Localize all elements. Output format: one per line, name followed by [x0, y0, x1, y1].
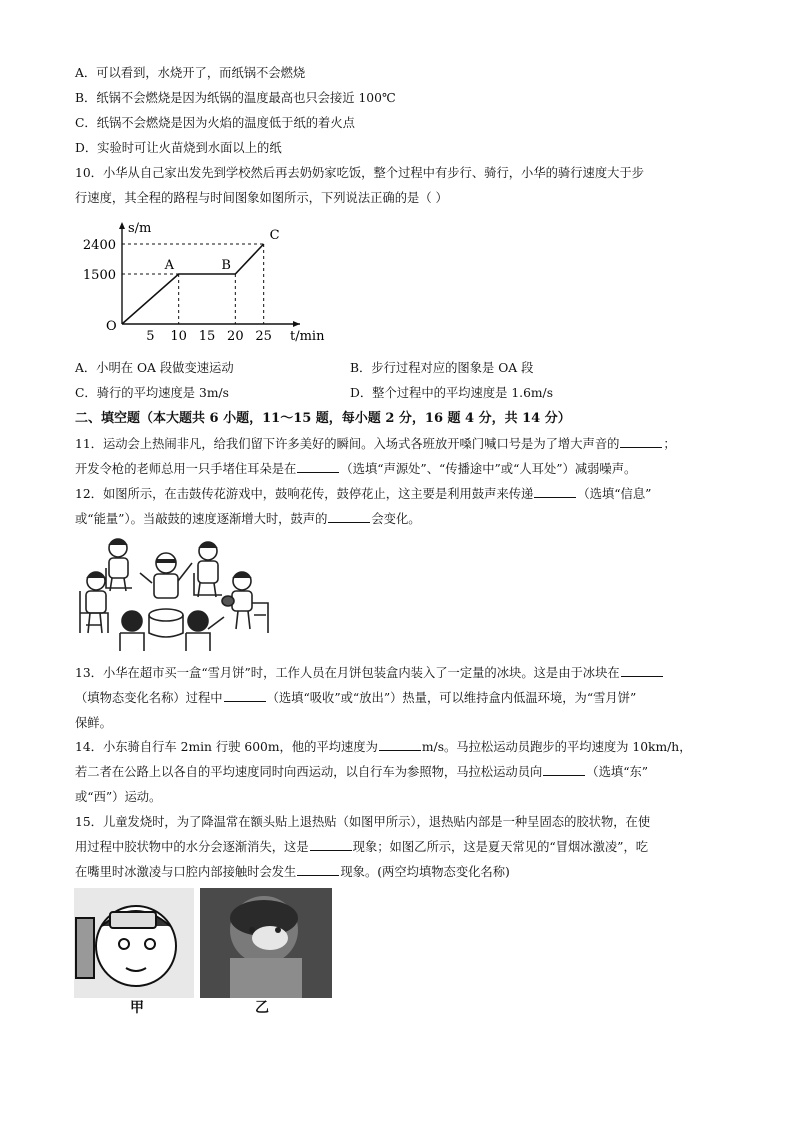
- q13-text-1a: 13．小华在超市买一盒“雪月饼”时，工作人员在月饼包装盒内装入了一定量的冰块。这是由于冰块在: [75, 666, 620, 680]
- q15-text-2b: 现象；如图乙所示，这是夏天常见的“冒烟冰激凌”，吃: [352, 840, 649, 854]
- origin-label: O: [106, 319, 117, 334]
- x-tick-label-10: 10: [170, 329, 187, 344]
- q14-line2: [75, 762, 648, 782]
- q13-line1: [75, 663, 664, 683]
- q14-text-1b: m/s。马拉松运动员跑步的平均速度为 10km/h，: [421, 740, 692, 754]
- y-axis-label: s/m: [128, 221, 152, 236]
- q12-blank-1[interactable]: [534, 485, 576, 498]
- q12-line2: [75, 509, 421, 529]
- x-tick-label-5: 5: [146, 329, 155, 344]
- q15-figure-jia-fever-patch: [74, 888, 194, 998]
- q9-option-c: C．纸锅不会燃烧是因为火焰的温度低于纸的着火点: [75, 116, 355, 130]
- q15-text-3b: 现象。(两空均填物态变化名称): [340, 865, 510, 879]
- q15-figure-yi-smoking-ice-cream: [200, 888, 332, 998]
- q13-line3: 保鲜。: [75, 716, 112, 730]
- q15-line3: [75, 862, 510, 882]
- q13-text-2a: （填物态变化名称）过程中: [75, 691, 223, 705]
- q10-option-c: C．骑行的平均速度是 3m/s: [75, 386, 229, 400]
- q9-option-d: D．实验时可让火苗烧到水面以上的纸: [75, 141, 282, 155]
- series-line-0: [122, 244, 264, 324]
- q15-line1: 15．儿童发烧时，为了降温常在额头贴上退热贴（如图甲所示），退热贴内部是一种呈固态的胶状物，在使: [75, 815, 651, 829]
- q10-option-b: B．步行过程对应的图象是 OA 段: [350, 361, 534, 375]
- q9-option-a: A．可以看到，水烧开了，而纸锅不会燃烧: [75, 66, 306, 80]
- section2-heading: 二、填空题（本大题共 6 小题，11～15 题，每小题 2 分，16 题 4 分，共 14 分）: [75, 411, 571, 426]
- y-axis-arrow: [119, 222, 125, 229]
- point-label-A: A: [164, 258, 175, 273]
- q15-text-2a: 用过程中胶状物中的水分会逐渐消失，这是: [75, 840, 309, 854]
- q15-text-3a: 在嘴里时冰激凌与口腔内部接触时会发生: [75, 865, 297, 879]
- point-label-C: C: [269, 228, 280, 243]
- q15-blank-1[interactable]: [310, 838, 352, 851]
- x-axis-arrow: [293, 321, 300, 327]
- q13-blank-1[interactable]: [621, 664, 663, 677]
- q11-line1: [75, 434, 676, 454]
- q11-blank-1[interactable]: [620, 435, 662, 448]
- point-label-B: B: [221, 258, 231, 273]
- q11-line2: [75, 459, 636, 479]
- q14-text-2b: （选填“东”: [586, 765, 649, 779]
- q10-stem-line1: 10．小华从自己家出发先到学校然后再去奶奶家吃饭，整个过程中有步行、骑行，小华的骑行速度大于步: [75, 166, 645, 180]
- x-tick-label-15: 15: [198, 329, 216, 344]
- q9-option-b: B．纸锅不会燃烧是因为纸锅的温度最高也只会接近 100℃: [75, 91, 396, 105]
- q14-text-1a: 14．小东骑自行车 2min 行驶 600m，他的平均速度为: [75, 740, 378, 754]
- q10-option-d: D．整个过程中的平均速度是 1.6m/s: [350, 386, 554, 400]
- q14-blank-1[interactable]: [379, 738, 421, 751]
- q11-text-1b: ；: [663, 437, 676, 451]
- q10-st-graph: [70, 218, 325, 348]
- q11-text-2a: 开发令枪的老师总用一只手堵住耳朵是在: [75, 462, 297, 476]
- x-tick-label-20: 20: [227, 329, 244, 344]
- q12-blank-2[interactable]: [328, 510, 370, 523]
- q15-line2: [75, 837, 648, 857]
- q12-text-2b: 会变化。: [371, 512, 421, 526]
- q14-blank-2[interactable]: [543, 763, 585, 776]
- q13-blank-2[interactable]: [224, 689, 266, 702]
- x-axis-label: t/min: [290, 329, 325, 344]
- q12-text-1b: （选填“信息”: [577, 487, 652, 501]
- q12-drum-game-illustration: [74, 533, 274, 653]
- q15-label-yi: 乙: [255, 1000, 269, 1016]
- q12-text-1a: 12．如图所示，在击鼓传花游戏中，鼓响花传，鼓停花止，这主要是利用鼓声来传递: [75, 487, 534, 501]
- q14-line1: [75, 737, 692, 757]
- q13-text-2b: （选填“吸收”或“放出”）热量，可以维持盒内低温环境，为“雪月饼”: [266, 691, 637, 705]
- q14-text-2a: 若二者在公路上以各自的平均速度同时向西运动，以自行车为参照物，马拉松运动员向: [75, 765, 543, 779]
- q11-text-1a: 11．运动会上热闹非凡，给我们留下许多美好的瞬间。入场式各班放开嗓门喊口号是为了增大声音的: [75, 437, 620, 451]
- q10-stem-line2: 行速度，其全程的路程与时间图象如图所示，下列说法正确的是（ ）: [75, 191, 448, 205]
- q13-line2: [75, 688, 636, 708]
- q10-option-a: A．小明在 OA 段做变速运动: [75, 361, 234, 375]
- q15-label-jia: 甲: [130, 1000, 144, 1016]
- x-tick-label-25: 25: [255, 329, 272, 344]
- q11-blank-2[interactable]: [297, 460, 339, 473]
- y-tick-label-1500: 1500: [82, 268, 116, 283]
- q11-text-2b: （选填“声源处”、“传播途中”或“人耳处”）减弱噪声。: [340, 462, 637, 476]
- y-tick-label-2400: 2400: [82, 238, 116, 253]
- q14-line3: 或“西”）运动。: [75, 790, 162, 804]
- q15-blank-2[interactable]: [297, 863, 339, 876]
- q12-line1: [75, 484, 651, 504]
- q12-text-2a: 或“能量”）。当敲鼓的速度逐渐增大时，鼓声的: [75, 512, 328, 526]
